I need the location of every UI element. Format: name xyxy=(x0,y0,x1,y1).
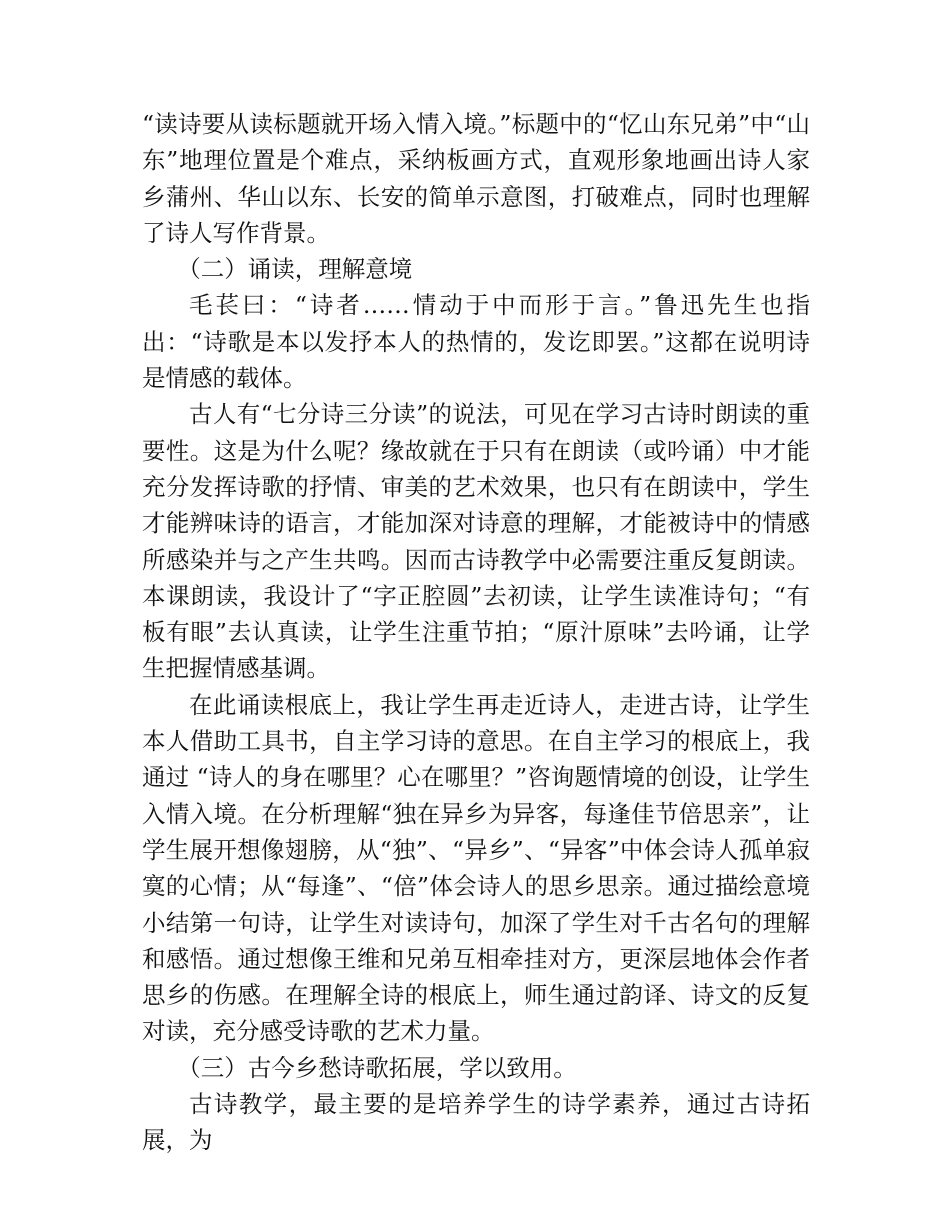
document-page xyxy=(142,106,810,1159)
section-heading-extension: （三）古今乡愁诗歌拓展，学以致用。 xyxy=(177,1053,577,1082)
paragraph-reading-importance: 古人有“七分诗三分读”的说法，可见在学习古诗时朗读的重要性。这是为什么呢？缘故就在于只有在朗读（或吟诵）中才能充分发挥诗歌的抒情、审美的艺术效果，也只有在朗读中，学生才能辨味诗的语言，才能加深对诗意的理解，才能被诗中的情感所感染并与之产生共鸣。因而古诗教学中必需要注重反复朗读。本课朗读，我设计了“字正腔圆”去初读，让学生读准诗句；“有板有眼”去认真读，让学生注重节拍；“原汁原味”去吟诵，让学生把握情感基调。 xyxy=(142,400,810,683)
paragraph-title-reading: “读诗要从读标题就开场入情入境。”标题中的“忆山东兄弟”中“山东”地理位置是个难点，采纳板画方式，直观形象地画出诗人家乡蒲州、华山以东、长安的简单示意图，打破难点，同时也理解了诗人写作背景。 xyxy=(142,110,810,247)
section-heading-recitation: （二）诵读，理解意境 xyxy=(177,255,413,284)
paragraph-maochang-quote: 毛苌曰：“诗者……情动于中而形于言。”鲁迅先生也指出：“诗歌是本以发抒本人的热情的，发讫即罢。”这都在说明诗是情感的载体。 xyxy=(142,291,810,393)
paragraph-poetry-teaching: 古诗教学，最主要的是培养学生的诗学素养，通过古诗拓展，为 xyxy=(142,1090,810,1155)
paragraph-recitation-practice: 在此诵读根底上，我让学生再走近诗人，走进古诗，让学生本人借助工具书，自主学习诗的意思。在自主学习的根底上，我通过 “诗人的身在哪里？心在哪里？”咨询题情境的创设，让学生入情入境。在分析理解“独在异乡为异客，每逢佳节倍思亲”，让学生展开想像翅膀，从“独”、“异乡”、“异客”中体会诗人孤单寂寞的心情；从“每逢”、“倍”体会诗人的思乡思亲。通过描绘意境小结第一句诗，让学生对读诗句，加深了学生对千古名句的理解和感悟。通过想像王维和兄弟互相牵挂对方，更深层地体会作者思乡的伤感。在理解全诗的根底上，师生通过韵译、诗文的反复对读，充分感受诗歌的艺术力量。 xyxy=(142,690,810,1046)
